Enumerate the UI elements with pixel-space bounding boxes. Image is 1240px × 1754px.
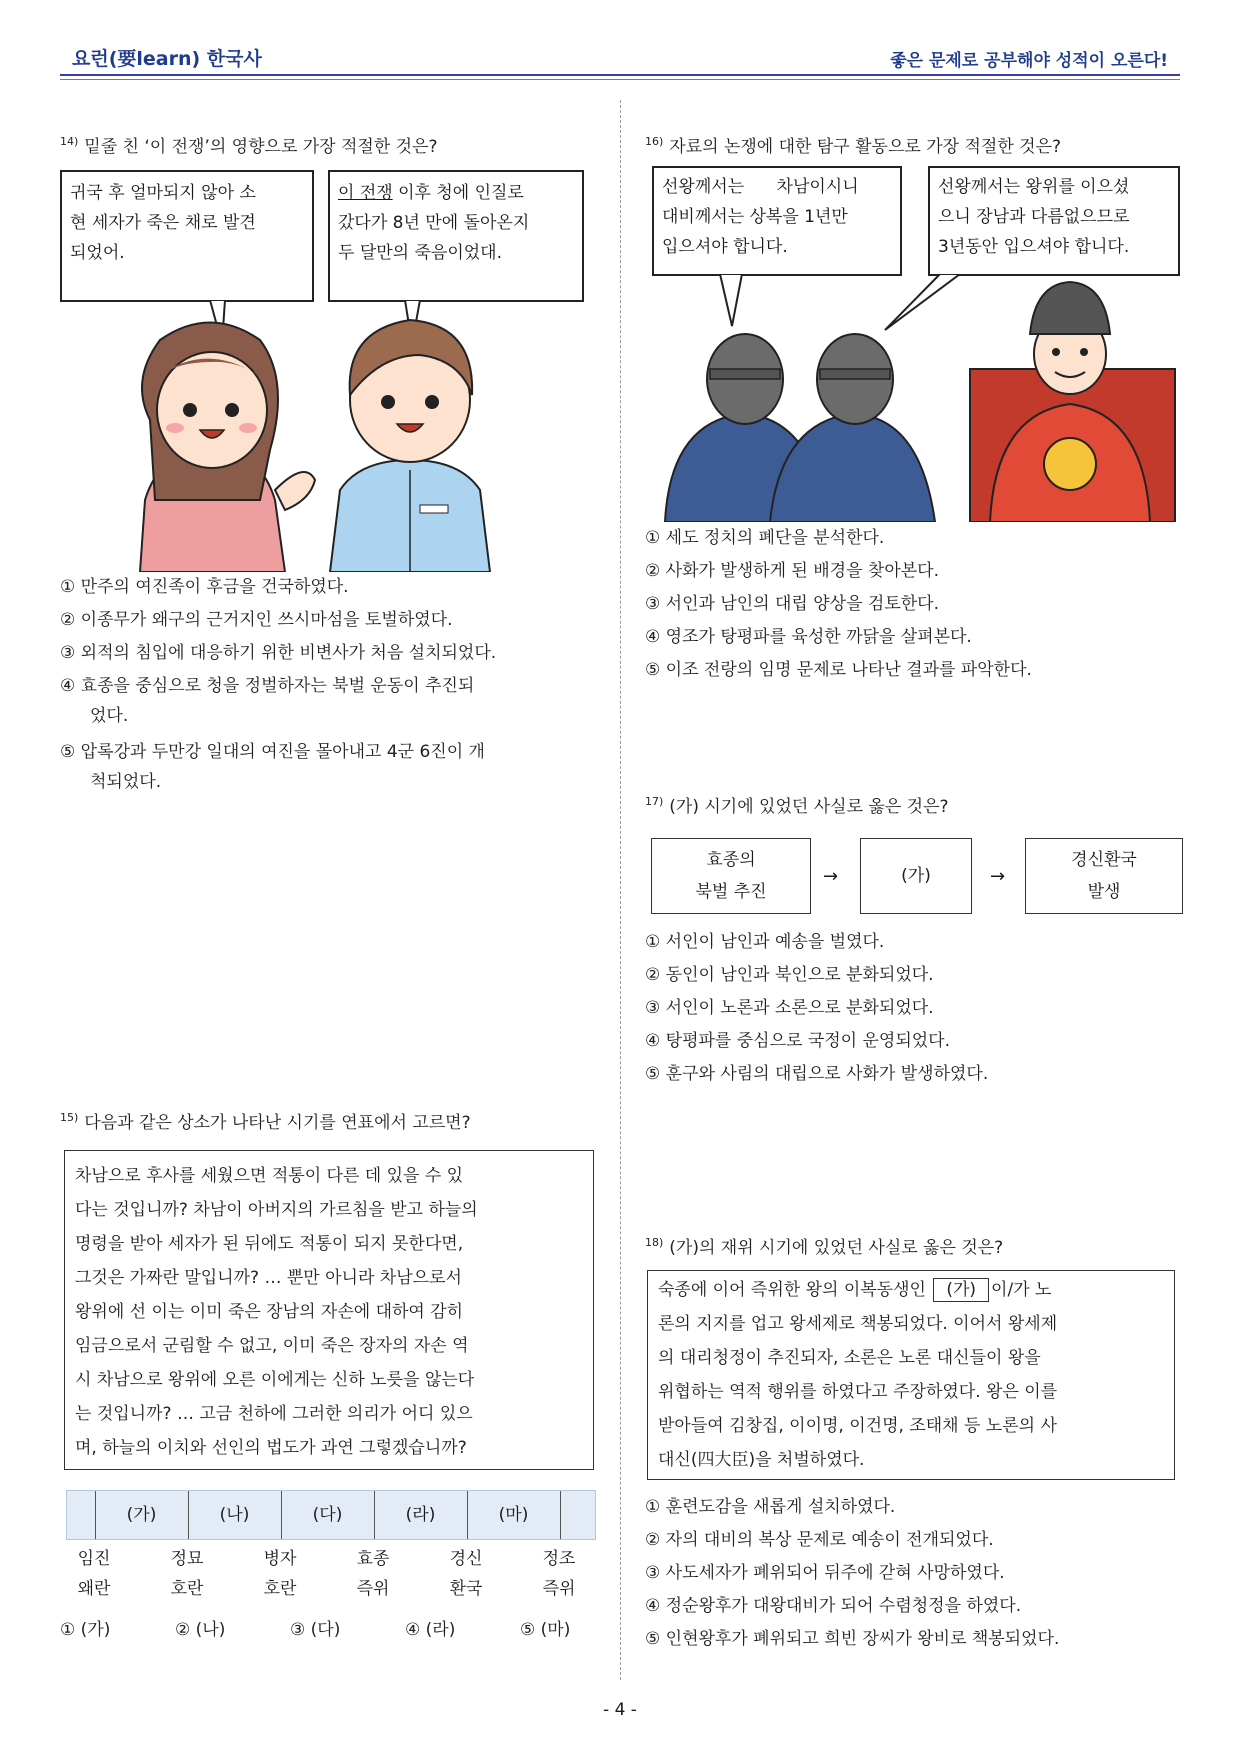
page-number: - 4 -: [603, 1700, 637, 1720]
speech-bubble-official-right: [928, 166, 1180, 276]
flow-step-1: 효종의 북벌 추진: [651, 838, 811, 914]
header-slogan: 좋은 문제로 공부해야 성적이 오른다!: [890, 51, 1168, 71]
q18-choice-1[interactable]: ① 훈련도감을 새롭게 설치하였다.: [645, 1497, 896, 1517]
q17-choice-4[interactable]: ④ 탕평파를 중심으로 국정이 운영되었다.: [645, 1031, 951, 1051]
passage-line: 며, 하늘의 이치와 선인의 법도가 과연 그렇겠습니까?: [75, 1438, 467, 1458]
passage-line: 그것은 가짜란 말입니까? … 뿐만 아니라 차남으로서: [75, 1268, 462, 1288]
q16-choice-2[interactable]: ② 사화가 발생하게 된 배경을 찾아본다.: [645, 561, 939, 581]
q16-choice-1[interactable]: ① 세도 정치의 폐단을 분석한다.: [645, 528, 885, 548]
q18-passage-box: [647, 1270, 1175, 1480]
underlined-war: 이 전쟁: [338, 183, 393, 203]
q18-choice-2[interactable]: ② 자의 대비의 복상 문제로 예송이 전개되었다.: [645, 1530, 994, 1550]
timeline-period: (다): [312, 1505, 343, 1525]
timeline-event: 경신 환국: [449, 1549, 483, 1599]
q18-choice-3[interactable]: ③ 사도세자가 폐위되어 뒤주에 갇혀 사망하였다.: [645, 1563, 1005, 1583]
blank-ga: (가): [933, 1278, 989, 1302]
bubble-line: 갔다가 8년 만에 돌아온지: [338, 213, 530, 233]
children-illustration: [60, 300, 590, 572]
question-number: 18): [645, 1236, 664, 1250]
q15-choice-3[interactable]: ③ (다): [290, 1620, 341, 1640]
passage-line: 는 것입니까? … 고금 천하에 그러한 의리가 어디 있으: [75, 1404, 473, 1424]
passage-line: 임금으로서 군림할 수 없고, 이미 죽은 장자의 자손 역: [75, 1336, 469, 1356]
passage-line: 론의 지지를 업고 왕세제로 책봉되었다. 이어서 왕세제: [658, 1314, 1058, 1334]
speech-bubble-official-left: [652, 166, 902, 276]
question-text: (가) 시기에 있었던 사실로 옳은 것은?: [669, 797, 949, 817]
question-16-title: [645, 132, 1061, 157]
bubble-tail-right: [885, 274, 960, 330]
bubble-line: 이 전쟁 이후 청에 인질로: [338, 183, 524, 203]
passage-line: 숙종에 이어 즉위한 왕의 이복동생인 (가) 이/가 노: [658, 1280, 1052, 1300]
q15-choice-1[interactable]: ① (가): [60, 1620, 111, 1640]
q16-choice-5[interactable]: ⑤ 이조 전랑의 임명 문제로 나타난 결과를 파악한다.: [645, 660, 1032, 680]
bubble-line: 3년동안 입으셔야 합니다.: [938, 237, 1130, 257]
q14-choice-2[interactable]: ② 이종무가 왜구의 근거지인 쓰시마섬을 토벌하였다.: [60, 610, 453, 630]
question-text: 자료의 논쟁에 대한 탐구 활동으로 가장 적절한 것은?: [669, 137, 1062, 157]
q14-choice-4[interactable]: ④ 효종을 중심으로 청을 정벌하자는 북벌 운동이 추진되 었다.: [60, 676, 475, 727]
passage-line: 위협하는 역적 행위를 하였다고 주장하였다. 왕은 이를: [658, 1382, 1058, 1402]
q16-choice-3[interactable]: ③ 서인과 남인의 대립 양상을 검토한다.: [645, 594, 939, 614]
question-17-title: [645, 792, 949, 817]
bubble-line: 으니 장남과 다름없으므로: [938, 207, 1130, 227]
passage-line: 차남으로 후사를 세웠으면 적통이 다른 데 있을 수 있: [75, 1166, 464, 1186]
column-divider: [620, 100, 621, 1680]
header-rule-secondary: [60, 79, 1180, 80]
arrow-right-icon: →: [823, 866, 839, 887]
bubble-line: 대비께서는 상복을 1년만: [662, 207, 848, 227]
q15-timeline: [66, 1490, 596, 1540]
bubble-line: 선왕께서는 차남이시니: [662, 177, 859, 197]
girl-figure: [140, 323, 315, 573]
passage-line: 시 차남으로 왕위에 오른 이에게는 신하 노릇을 않는다: [75, 1370, 475, 1390]
bubble-line: 두 달만의 죽음이었대.: [338, 243, 503, 263]
passage-line: 받아들여 김창집, 이이명, 이건명, 조태채 등 노론의 사: [658, 1416, 1057, 1436]
bubble-line: 귀국 후 얼마되지 않아 소: [70, 183, 256, 203]
timeline-event: 정조 즉위: [542, 1549, 576, 1599]
q18-choice-5[interactable]: ⑤ 인현왕후가 폐위되고 희빈 장씨가 왕비로 책봉되었다.: [645, 1629, 1060, 1649]
question-text: (가)의 재위 시기에 있었던 사실로 옳은 것은?: [669, 1238, 1004, 1258]
speech-bubble-girl: [60, 170, 314, 302]
speech-bubble-boy: [328, 170, 584, 302]
bubble-line: 입으셔야 합니다.: [662, 237, 788, 257]
passage-line: 다는 것입니까? 차남이 아버지의 가르침을 받고 하늘의: [75, 1200, 478, 1220]
q17-choice-3[interactable]: ③ 서인이 노론과 소론으로 분화되었다.: [645, 998, 934, 1018]
q15-choice-4[interactable]: ④ (라): [405, 1620, 456, 1640]
question-number: 14): [60, 135, 79, 149]
bubble-line: 현 세자가 죽은 채로 발견: [70, 213, 256, 233]
timeline-period: (라): [405, 1505, 436, 1525]
passage-line: 명령을 받아 세자가 된 뒤에도 적통이 되지 못한다면,: [75, 1234, 464, 1254]
timeline-event: 효종 즉위: [356, 1549, 390, 1599]
boy-figure: [330, 320, 490, 572]
q17-choice-1[interactable]: ① 서인이 남인과 예송을 벌였다.: [645, 932, 885, 952]
timeline-event: 정묘 호란: [170, 1549, 204, 1599]
header-rule: [60, 74, 1180, 76]
q14-choice-1[interactable]: ① 만주의 여진족이 후금을 건국하였다.: [60, 577, 349, 597]
arrow-right-icon: →: [990, 866, 1006, 887]
question-text: 다음과 같은 상소가 나타난 시기를 연표에서 고르면?: [84, 1113, 471, 1133]
q14-choice-5[interactable]: ⑤ 압록강과 두만강 일대의 여진을 몰아내고 4군 6진이 개 척되었다.: [60, 742, 485, 793]
question-text: 밑줄 친 ‘이 전쟁’의 영향으로 가장 적절한 것은?: [84, 137, 438, 157]
passage-line: 의 대리청정이 추진되자, 소론은 노론 대신들이 왕을: [658, 1348, 1041, 1368]
joseon-court-illustration: [650, 274, 1180, 522]
q15-passage-box: [64, 1150, 594, 1470]
question-14-title: [60, 132, 438, 157]
passage-line: 대신(四大臣)을 처벌하였다.: [658, 1450, 865, 1470]
timeline-event: 병자 호란: [263, 1549, 297, 1599]
timeline-tick: [560, 1491, 561, 1539]
page-header: [60, 38, 1180, 78]
passage-line: 왕위에 선 이는 이미 죽은 장남의 자손에 대하여 감히: [75, 1302, 464, 1322]
timeline-period: (마): [498, 1505, 529, 1525]
timeline-event: 임진 왜란: [77, 1549, 111, 1599]
q16-choice-4[interactable]: ④ 영조가 탕평파를 육성한 까닭을 살펴본다.: [645, 627, 972, 647]
q15-choice-5[interactable]: ⑤ (마): [520, 1620, 571, 1640]
question-number: 17): [645, 795, 664, 809]
question-18-title: [645, 1233, 1003, 1258]
q17-choice-2[interactable]: ② 동인이 남인과 북인으로 분화되었다.: [645, 965, 934, 985]
timeline-period: (나): [219, 1505, 250, 1525]
question-number: 16): [645, 135, 664, 149]
question-15-title: [60, 1108, 471, 1133]
bubble-line: 선왕께서는 왕위를 이으셨: [938, 177, 1130, 197]
header-title: 요런(要learn) 한국사: [72, 48, 262, 70]
q15-choice-2[interactable]: ② (나): [175, 1620, 226, 1640]
q14-choice-3[interactable]: ③ 외적의 침입에 대응하기 위한 비변사가 처음 설치되었다.: [60, 643, 497, 663]
flow-step-3: 경신환국 발생: [1025, 838, 1183, 914]
bubble-line: 되었어.: [70, 243, 125, 263]
king-figure: [970, 282, 1175, 522]
bubble-tail-left: [720, 274, 742, 326]
flow-step-2: (가): [860, 838, 972, 914]
q18-choice-4[interactable]: ④ 정순왕후가 대왕대비가 되어 수렴청정을 하였다.: [645, 1596, 1022, 1616]
q17-choice-5[interactable]: ⑤ 훈구와 사림의 대립으로 사화가 발생하였다.: [645, 1064, 989, 1084]
timeline-period: (가): [126, 1505, 157, 1525]
official-right: [770, 334, 935, 522]
question-number: 15): [60, 1111, 79, 1125]
